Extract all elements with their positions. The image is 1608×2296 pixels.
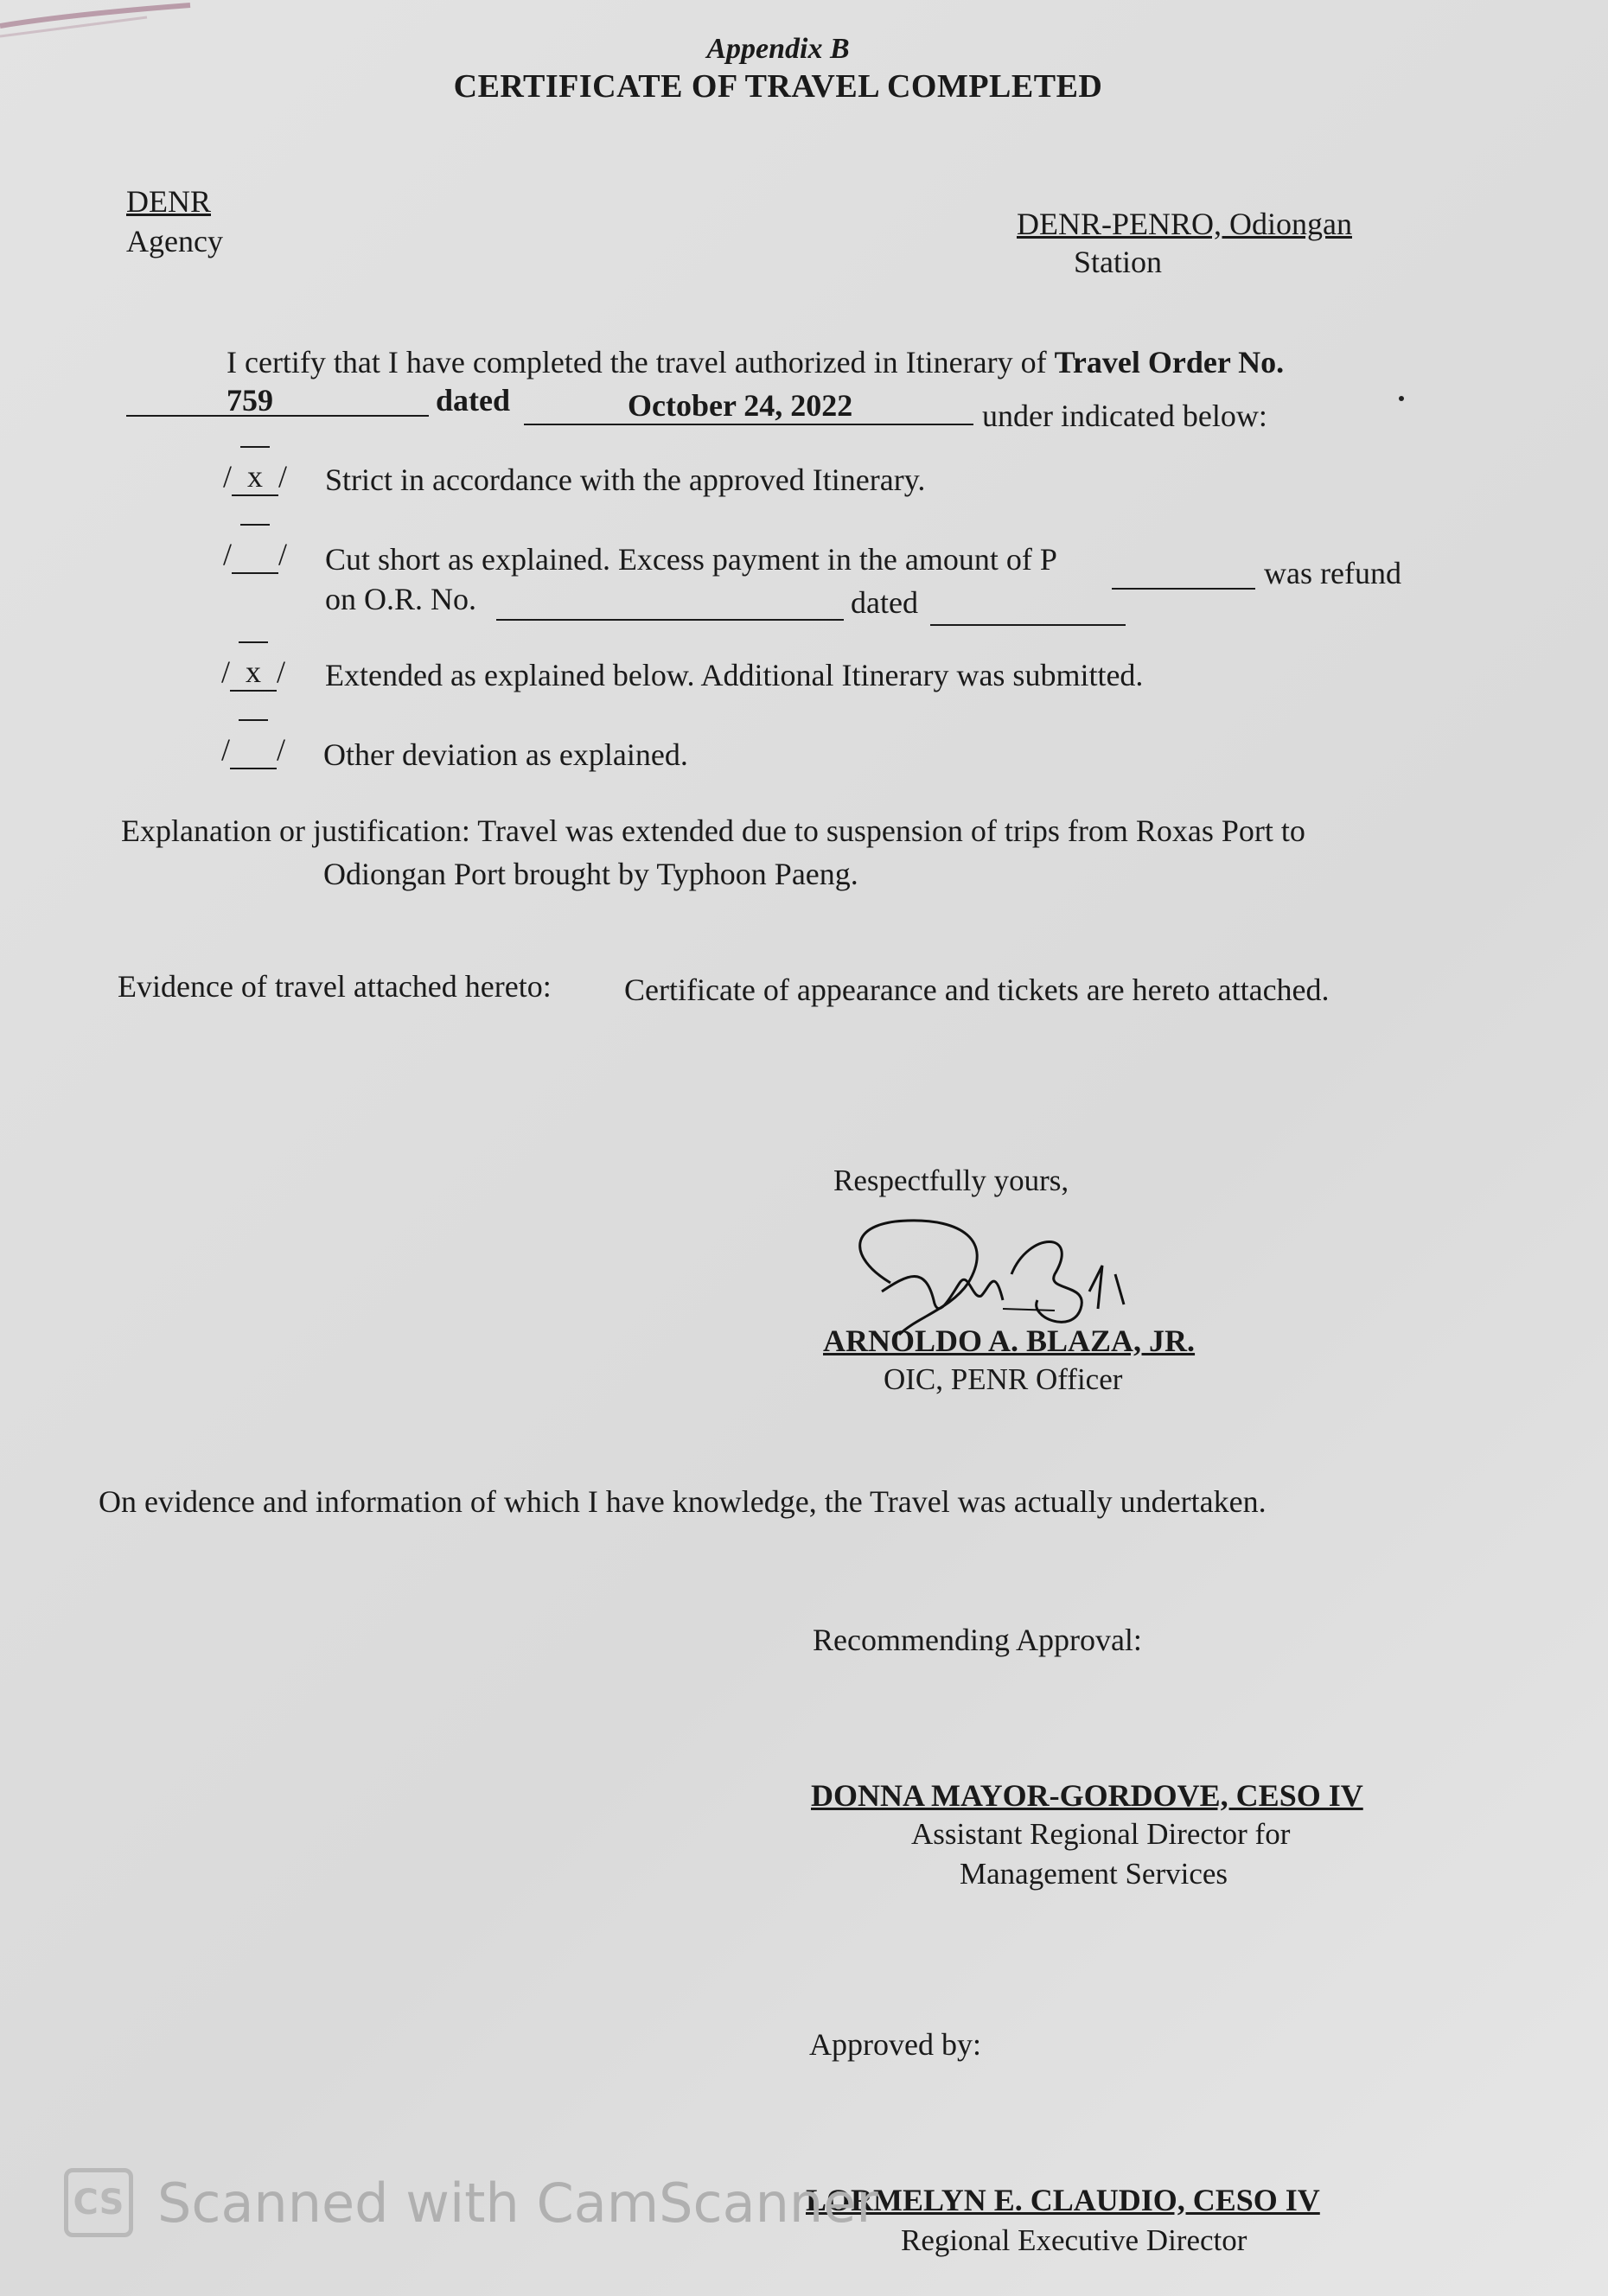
appendix-label: Appendix B [706,33,850,65]
option-extended-text: Extended as explained below. Additional Itinerary was submitted. [325,658,1144,692]
option-other-text: Other deviation as explained. [323,737,688,772]
explanation-line1 [121,813,1305,849]
signatory1-name: ARNOLDO A. BLAZA, JR. [823,1323,1196,1358]
signatory1-title: OIC, PENR Officer [884,1362,1123,1396]
option-cut-short-mark [232,536,278,574]
station-label: Station [1074,245,1163,279]
approved-name: LORMELYN E. CLAUDIO, CESO IV [806,2183,1320,2217]
option-other-checkbox: / / [221,731,285,769]
amount-line [1112,588,1255,590]
option-strict-text: Strict in accordance with the approved Itinerary. [325,462,926,497]
recommending-title2: Management Services [960,1857,1228,1891]
station-value: DENR-PENRO, Odiongan [1017,207,1352,241]
or-no-line [496,619,844,621]
order-no: 759 [227,383,273,418]
explanation-text2: Odiongan Port brought by Typhoon Paeng. [323,857,858,891]
option-cut-short-after: was refund [1264,556,1401,590]
option-other-mark [230,731,277,769]
attestation-text: On evidence and information of which I have knowledge, the Travel was actually undertaken. [99,1484,1267,1519]
option-extended-checkbox: / x / [221,654,285,692]
approved-title: Regional Executive Director [901,2223,1247,2257]
date-line [524,424,973,425]
option-strict-mark: x [232,458,278,496]
recommending-label: Recommending Approval: [813,1623,1142,1657]
agency-value: DENR [126,184,211,219]
option-cut-short-text: Cut short as explained. Excess payment in the amount of P [325,542,1057,577]
order-date: October 24, 2022 [628,388,853,423]
certify-suffix: under indicated below: [982,399,1267,433]
option-strict-checkbox: / x / [223,458,287,496]
document-title: CERTIFICATE OF TRAVEL COMPLETED [453,68,1103,105]
or-no-label: on O.R. No. [325,582,477,616]
camscanner-logo: CS [64,2168,133,2237]
option-cut-short-checkbox: / / [223,536,287,574]
closing-text: Respectfully yours, [833,1164,1069,1197]
evidence-label: Evidence of travel attached hereto: [118,969,552,1004]
certify-text: I certify that I have completed the travel authorized in Itinerary of Travel Order No. [227,345,1285,379]
order-no-line [126,415,429,417]
dated-label: dated [436,383,511,418]
stray-dot [1399,396,1404,401]
recommending-title1: Assistant Regional Director for [911,1817,1291,1851]
explanation-label: Explanation or justification: [121,813,470,848]
recommending-name: DONNA MAYOR-GORDOVE, CESO IV [811,1778,1363,1813]
or-date-line [930,624,1126,626]
evidence-text: Certificate of appearance and tickets are hereto attached. [624,973,1330,1007]
agency-label: Agency [126,224,223,258]
option-extended-mark: x [230,654,277,692]
or-dated-label: dated [851,585,918,620]
approved-label: Approved by: [809,2027,981,2062]
travel-order-label: Travel Order No. [1054,345,1285,379]
camscanner-watermark: Scanned with CamScanner [157,2172,878,2235]
explanation-text1: Travel was extended due to suspension of trips from Roxas Port to [477,813,1305,848]
